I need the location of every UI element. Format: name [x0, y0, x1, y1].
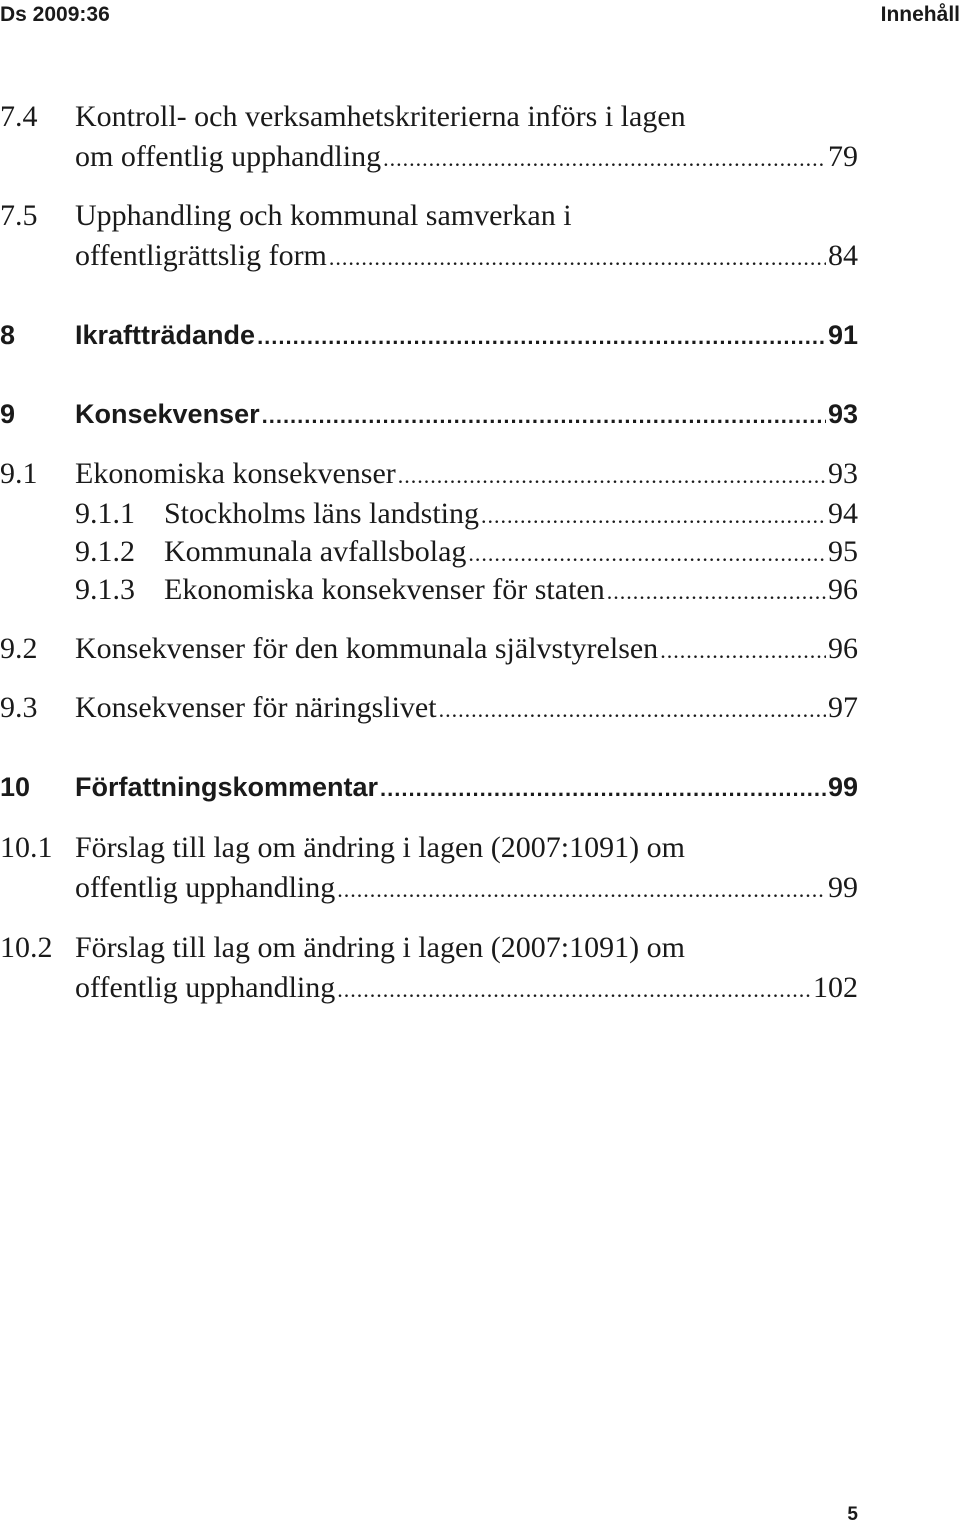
toc-page-number: 93 — [827, 399, 858, 429]
toc-page-number: 84 — [828, 239, 858, 272]
toc-leader-dots — [337, 872, 826, 908]
toc-number: 9.1 — [0, 457, 38, 490]
toc-leader-dots — [607, 574, 826, 610]
toc-leader-dots — [439, 692, 826, 728]
toc-entry-10-2-line1 — [0, 930, 858, 966]
toc-leader-dots — [257, 320, 826, 354]
toc-title: Kontroll- och verksamhetskriterierna införs i lagen — [75, 100, 686, 133]
toc-page-number: 96 — [828, 573, 858, 606]
toc-page-number: 94 — [828, 497, 858, 530]
toc-entry-10-2-line2 — [0, 970, 858, 1008]
toc-number: 9.1.3 — [75, 573, 135, 606]
toc-entry-7-5-line2 — [0, 238, 858, 276]
toc-leader-dots — [380, 772, 826, 806]
toc-number: 7.5 — [0, 199, 38, 232]
toc-title: Författningskommentar — [75, 772, 379, 802]
toc-leader-dots — [468, 536, 826, 572]
toc-number: 9.2 — [0, 632, 38, 665]
toc-entry-10-1-line2 — [0, 870, 858, 908]
toc-leader-dots — [337, 972, 811, 1008]
toc-number: 9.1.2 — [75, 535, 135, 568]
toc-title: Stockholms läns landsting — [164, 497, 479, 530]
toc-entry-9 — [0, 397, 858, 433]
toc-page-number: 93 — [828, 457, 858, 490]
toc-leader-dots — [383, 141, 826, 177]
toc-entry-7-4-line2 — [0, 139, 858, 177]
toc-title: Konsekvenser för näringslivet — [75, 691, 437, 724]
toc-page-number: 91 — [827, 320, 858, 350]
toc-leader-dots — [481, 498, 826, 534]
toc-title-continued: offentlig upphandling — [75, 971, 336, 1004]
toc-title: Kommunala avfallsbolag — [164, 535, 467, 568]
toc-title-continued: om offentlig upphandling — [75, 140, 382, 173]
toc-number: 10.2 — [0, 931, 53, 964]
toc-number: 9.1.1 — [75, 497, 135, 530]
toc-entry-7-5-line1 — [0, 198, 858, 234]
toc-title-continued: offentligrättslig form — [75, 239, 327, 272]
toc-entry-9-1 — [0, 456, 858, 494]
toc-title: Konsekvenser för den kommunala självstyrelsen — [75, 632, 659, 665]
toc-title-continued: offentlig upphandling — [75, 871, 336, 904]
toc-leader-dots — [329, 240, 826, 276]
toc-entry-9-1-3 — [0, 572, 858, 610]
toc-entry-9-2 — [0, 631, 858, 669]
toc-entry-10 — [0, 770, 858, 806]
toc-page-number: 79 — [828, 140, 858, 173]
toc-title: Förslag till lag om ändring i lagen (2007:1091) om — [75, 831, 685, 864]
footer-page-number: 5 — [847, 1504, 858, 1525]
toc-entry-7-4-line1 — [0, 99, 858, 135]
toc-entry-9-3 — [0, 690, 858, 728]
toc-number: 9 — [0, 399, 16, 429]
toc-number: 10.1 — [0, 831, 53, 864]
toc-page-number: 99 — [828, 871, 858, 904]
toc-number: 10 — [0, 772, 31, 802]
toc-entry-10-1-line1 — [0, 830, 858, 866]
toc-page-number: 95 — [828, 535, 858, 568]
toc-entry-9-1-1 — [0, 496, 858, 534]
running-header-section: Innehåll — [880, 3, 960, 26]
toc-number: 7.4 — [0, 100, 38, 133]
toc-leader-dots — [660, 633, 826, 669]
toc-title: Upphandling och kommunal samverkan i — [75, 199, 572, 232]
toc-page-number: 97 — [828, 691, 858, 724]
toc-leader-dots — [262, 399, 826, 433]
toc-number: 8 — [0, 320, 16, 350]
toc-entry-8 — [0, 318, 858, 354]
running-header-document-id: Ds 2009:36 — [0, 3, 110, 26]
toc-title: Konsekvenser — [75, 399, 260, 429]
toc-page-number: 102 — [813, 971, 858, 1004]
toc-page-number: 96 — [828, 632, 858, 665]
toc-title: Förslag till lag om ändring i lagen (2007:1091) om — [75, 931, 685, 964]
toc-title: Ekonomiska konsekvenser — [75, 457, 396, 490]
toc-title: Ekonomiska konsekvenser för staten — [164, 573, 605, 606]
toc-leader-dots — [398, 458, 826, 494]
toc-title: Ikraftträdande — [75, 320, 256, 350]
toc-entry-9-1-2 — [0, 534, 858, 572]
toc-number: 9.3 — [0, 691, 38, 724]
toc-page-number: 99 — [827, 772, 858, 802]
